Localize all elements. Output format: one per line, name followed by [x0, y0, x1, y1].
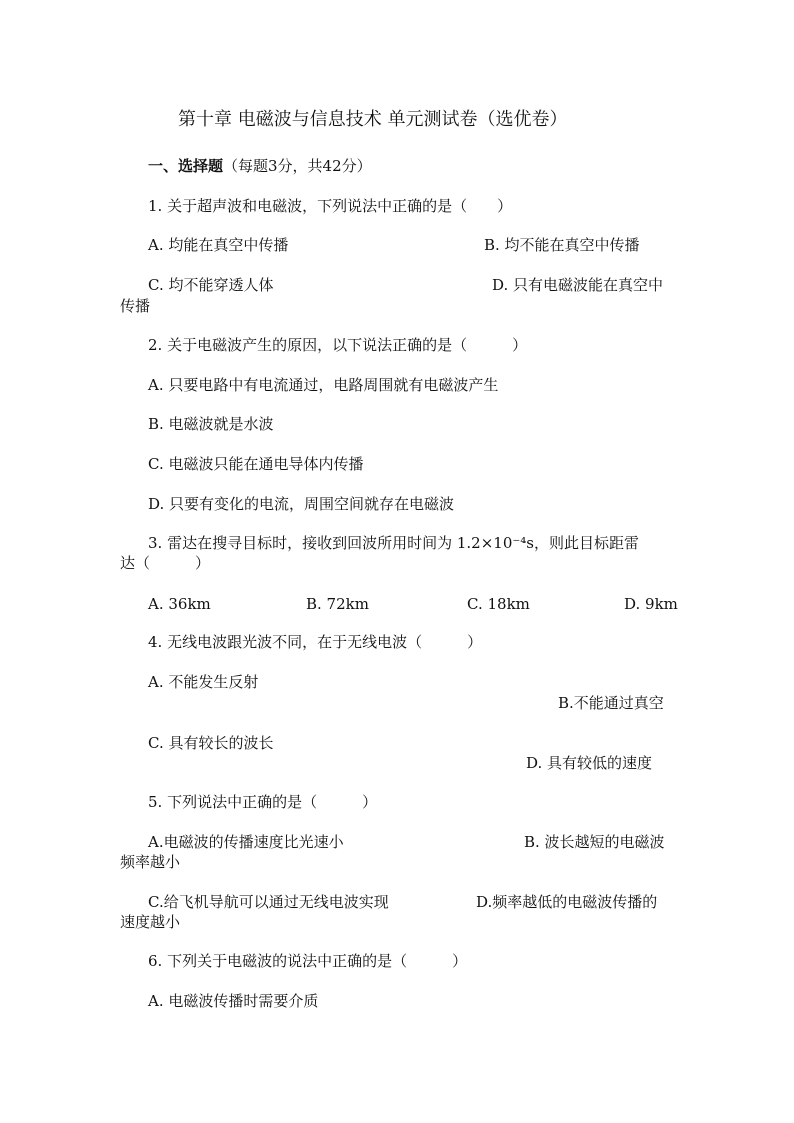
q6-stem: 6. 下列关于电磁波的说法中正确的是（ ）	[148, 952, 468, 970]
q5-option-c: C.给飞机导航可以通过无线电波实现	[148, 893, 389, 911]
q1-option-d: D. 只有电磁波能在真空中	[492, 276, 664, 294]
q2-option-a: A. 只要电路中有电流通过，电路周围就有电磁波产生	[148, 376, 499, 394]
q3-option-d: D. 9km	[624, 595, 678, 613]
page-title: 第十章 电磁波与信息技术 单元测试卷（选优卷）	[178, 109, 568, 130]
q1-option-b: B. 均不能在真空中传播	[484, 236, 640, 254]
q5-option-a: A.电磁波的传播速度比光速小	[148, 833, 344, 851]
q4-option-a: A. 不能发生反射	[148, 673, 259, 691]
q1-option-d-cont: 传播	[120, 297, 151, 315]
q5-option-d-cont: 速度越小	[120, 913, 181, 931]
q2-option-d: D. 只要有变化的电流，周围空间就存在电磁波	[148, 495, 455, 513]
q3-option-b: B. 72km	[306, 595, 369, 613]
q1-stem: 1. 关于超声波和电磁波，下列说法中正确的是（ ）	[148, 197, 513, 215]
q4-stem: 4. 无线电波跟光波不同，在于无线电波（ ）	[148, 633, 483, 651]
section-heading	[148, 156, 372, 176]
q5-stem: 5. 下列说法中正确的是（ ）	[148, 793, 378, 811]
section-label: 一、选择题	[148, 157, 224, 175]
section-note: （每题3分，共42分）	[223, 157, 372, 175]
q6-option-a: A. 电磁波传播时需要介质	[148, 992, 319, 1010]
q2-stem: 2. 关于电磁波产生的原因，以下说法正确的是（ ）	[148, 336, 528, 354]
q1-option-a: A. 均能在真空中传播	[148, 236, 289, 254]
q3-option-c: C. 18km	[467, 595, 530, 613]
q5-option-b: B. 波长越短的电磁波	[524, 833, 665, 851]
q4-option-d: D. 具有较低的速度	[526, 754, 653, 772]
q3-stem: 3. 雷达在搜寻目标时，接收到回波所用时间为 1.2×10⁻⁴s，则此目标距雷	[148, 534, 639, 552]
q5-option-b-cont: 频率越小	[120, 853, 181, 871]
q1-option-c: C. 均不能穿透人体	[148, 276, 274, 294]
q2-option-c: C. 电磁波只能在通电导体内传播	[148, 455, 364, 473]
q4-option-c: C. 具有较长的波长	[148, 734, 274, 752]
q3-stem-cont: 达（ ）	[120, 554, 211, 572]
q3-option-a: A. 36km	[148, 595, 211, 613]
q2-option-b: B. 电磁波就是水波	[148, 415, 274, 433]
q5-option-d: D.频率越低的电磁波传播的	[476, 893, 658, 911]
q4-option-b: B.不能通过真空	[558, 694, 664, 712]
